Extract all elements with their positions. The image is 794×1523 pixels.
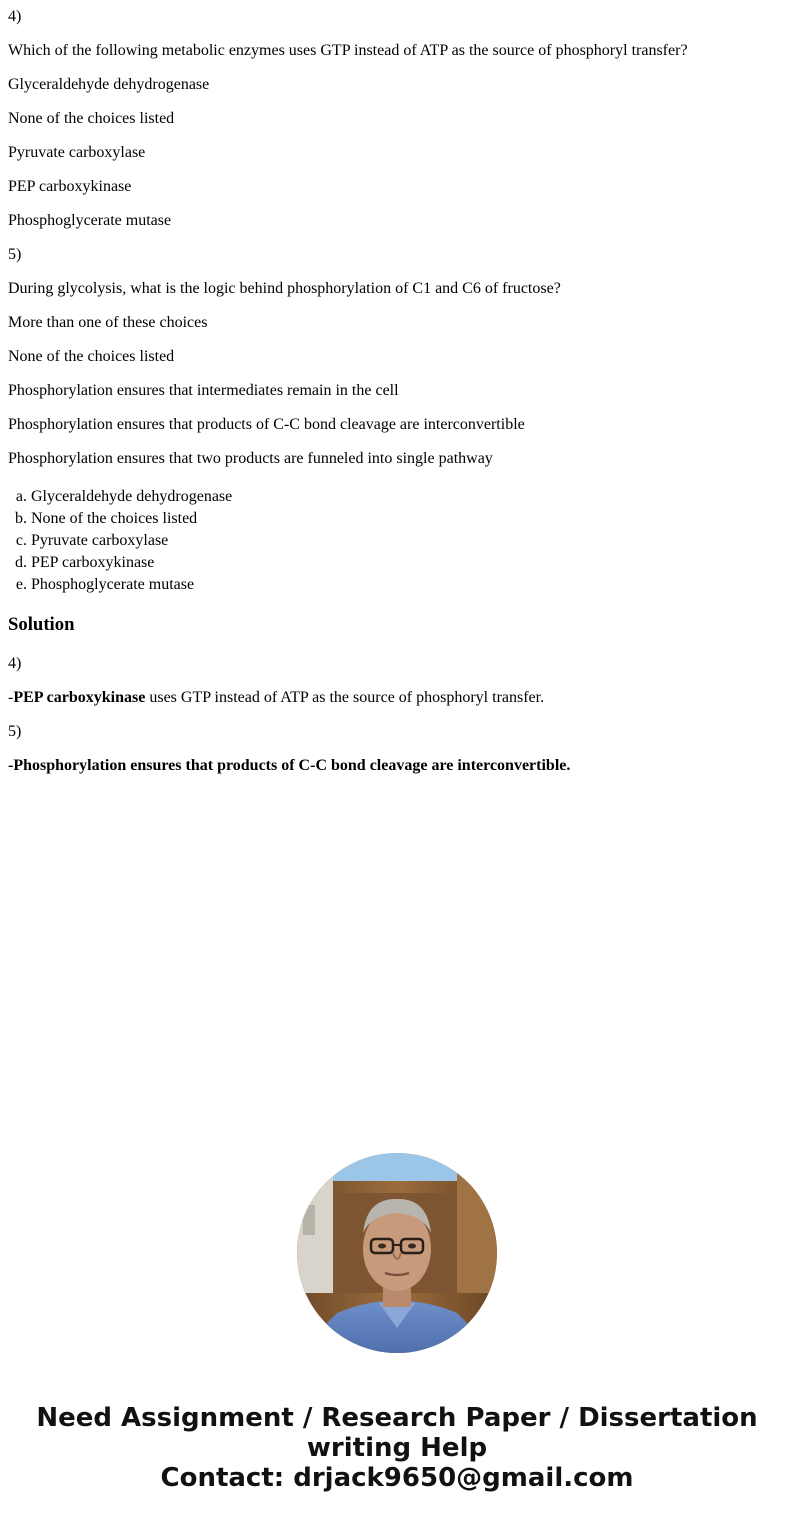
question-5-option: Phosphorylation ensures that products of C-C bond cleavage are interconvertible	[8, 416, 525, 433]
solution-4-answer	[8, 689, 544, 707]
lettered-choice: a. Glyceraldehyde dehydrogenase	[31, 486, 232, 508]
question-4-option: PEP carboxykinase	[8, 178, 132, 195]
question-4-option: Phosphoglycerate mutase	[8, 212, 172, 229]
author-avatar	[297, 1153, 497, 1353]
question-4-prompt: Which of the following metabolic enzymes uses GTP instead of ATP as the source of phosphoryl transfer?	[8, 42, 688, 59]
solution-5-answer-bold: -Phosphorylation ensures that products of C-C bond cleavage are interconvertible.	[8, 757, 571, 774]
question-4-option: None of the choices listed	[8, 110, 175, 127]
lettered-choice-list	[8, 486, 232, 596]
lettered-choice: d. PEP carboxykinase	[31, 552, 232, 574]
question-5-option: More than one of these choices	[8, 314, 208, 331]
question-5-option: Phosphorylation ensures that two products are funneled into single pathway	[8, 450, 493, 467]
lettered-choice: b. None of the choices listed	[31, 508, 232, 530]
question-4-number: 4)	[8, 8, 22, 25]
lettered-choice: c. Pyruvate carboxylase	[31, 530, 232, 552]
solution-5-number: 5)	[8, 723, 22, 740]
question-5-option: None of the choices listed	[8, 348, 175, 365]
question-4-option: Pyruvate carboxylase	[8, 144, 146, 161]
footer-line-2: writing Help	[306, 1433, 488, 1463]
question-4-option: Glyceraldehyde dehydrogenase	[8, 76, 210, 93]
question-5-prompt: During glycolysis, what is the logic behind phosphorylation of C1 and C6 of fructose?	[8, 280, 561, 297]
solution-4-prefix: -	[8, 689, 14, 706]
footer-line-1: Need Assignment / Research Paper / Dissertation	[36, 1403, 758, 1433]
question-5-option: Phosphorylation ensures that intermediates remain in the cell	[8, 382, 399, 399]
lettered-choice: e. Phosphoglycerate mutase	[31, 574, 232, 596]
solution-4-answer-bold: PEP carboxykinase	[13, 689, 146, 706]
footer-contact-email: Contact: drjack9650@gmail.com	[160, 1463, 634, 1493]
contact-footer	[0, 1403, 794, 1493]
solution-4-number: 4)	[8, 655, 22, 672]
question-5-number: 5)	[8, 246, 22, 263]
solution-5-answer	[8, 757, 570, 775]
solution-4-answer-rest: uses GTP instead of ATP as the source of phosphoryl transfer.	[145, 689, 545, 706]
author-portrait-image	[297, 1153, 497, 1353]
solution-heading: Solution	[8, 614, 75, 635]
